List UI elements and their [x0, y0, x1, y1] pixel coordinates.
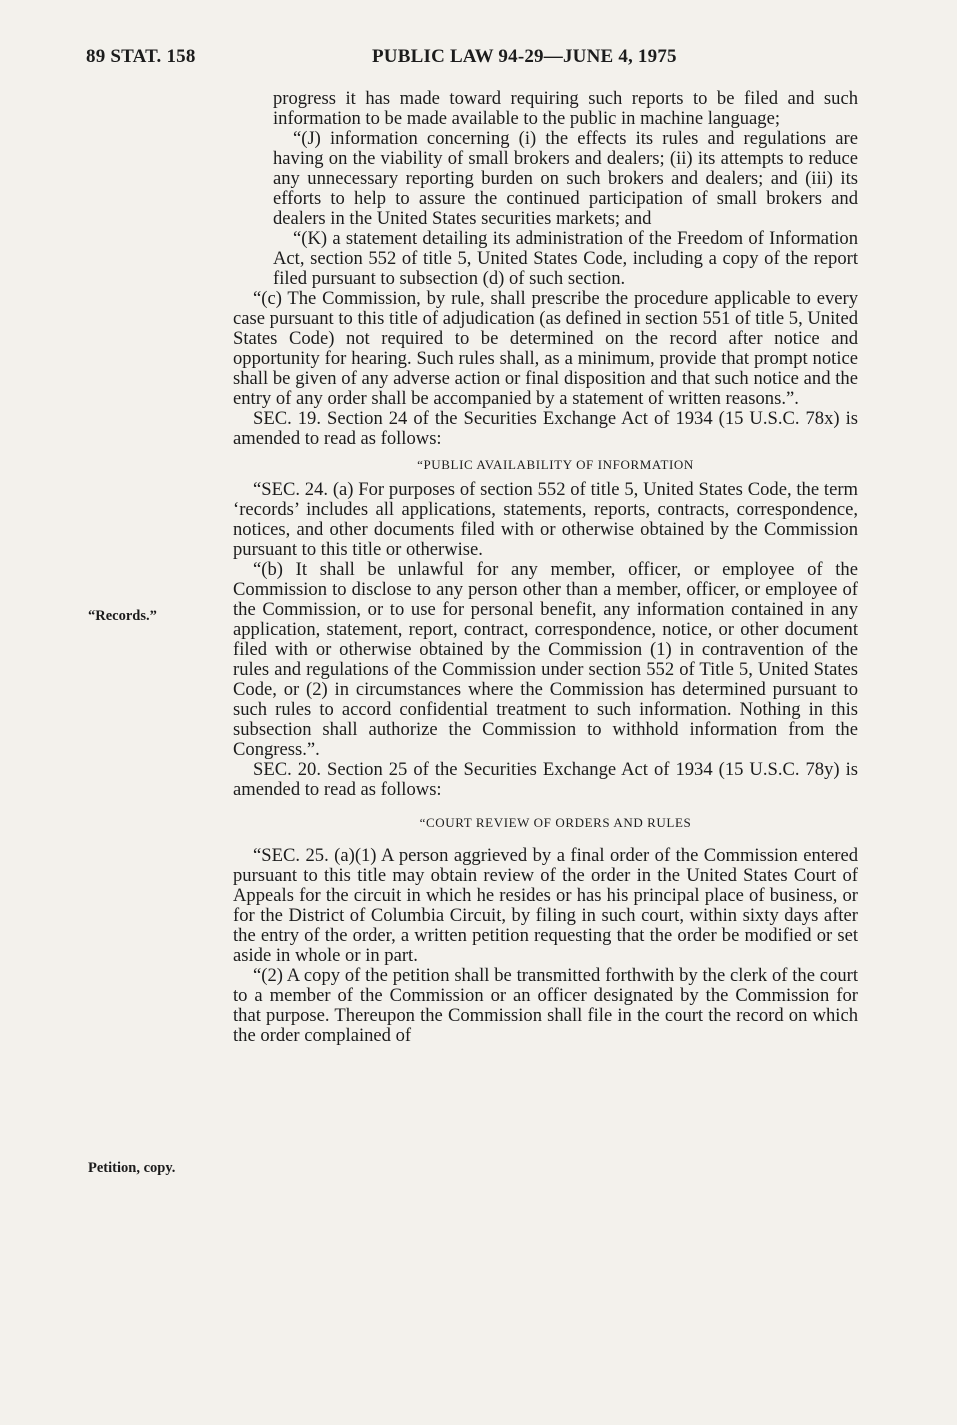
margin-note-records: “Records.” — [88, 608, 157, 624]
paragraph-sec-20: SEC. 20. Section 25 of the Securities Exchange Act of 1934 (15 U.S.C. 78y) is amended to read as follows: — [233, 759, 858, 800]
section-heading-court-review: “COURT REVIEW OF ORDERS AND RULES — [419, 815, 692, 830]
paragraph-sec-25-a-2: “(2) A copy of the petition shall be transmitted forthwith by the clerk of the court to a member of the Commission or an officer designated by the Commission for that purpose. Thereupon the Commission shall file in the court the record on which the order complained of — [233, 965, 858, 1046]
paragraph-item-j: “(J) information concerning (i) the effects its rules and regulations are having on the viability of small brokers and dealers; (ii) its attempts to reduce any unnecessary reporting burden on such brokers and dealers; and (iii) its efforts to help to assure the continued participation of small brokers and dealers in the United States securities markets; and — [273, 128, 858, 229]
page-title: PUBLIC LAW 94-29—JUNE 4, 1975 — [372, 46, 677, 67]
paragraph-sec-25-a-1: “SEC. 25. (a)(1) A person aggrieved by a final order of the Commission entered pursuant to this title may obtain review of the order in the United States Court of Appeals for the circuit in which he resides or has his principal place of business, or for the District of Columbia Circuit, by filing in such court, within sixty days after the entry of the order, a written petition requesting that the order be modified or set aside in whole or in part. — [233, 845, 858, 966]
paragraph-sec-24-b: “(b) It shall be unlawful for any member, officer, or employee of the Commission to disclose to any person other than a member, officer, or employee of the Commission, or to use for personal benefit, any information contained in any application, statement, report, contract, correspondence, notice, or other document filed with or otherwise obtained by the Commission (1) in contravention of the rules and regulations of the Commission under section 552 of Title 5, United States Code, or (2) in circumstances where the Commission has determined pursuant to such rules to accord confidential treatment to such information. Nothing in this subsection shall authorize the Commission to withhold information from the Congress.”. — [233, 559, 858, 760]
paragraph-subsection-c: “(c) The Commission, by rule, shall prescribe the procedure applicable to every case pursuant to this title of adjudication (as defined in section 551 of title 5, United States Code) not required to be determined on the record after notice and opportunity for hearing. Such rules shall, as a minimum, provide that prompt notice shall be given of any adverse action or final disposition and that such notice and the entry of any order shall be accompanied by a statement of written reasons.”. — [233, 288, 858, 409]
paragraph-item-k: “(K) a statement detailing its administration of the Freedom of Information Act, section 552 of title 5, United States Code, including a copy of the report filed pursuant to subsection (d) of such section. — [273, 228, 858, 289]
margin-note-petition: Petition, copy. — [88, 1160, 176, 1176]
section-heading-public-availability: “PUBLIC AVAILABILITY OF INFORMATION — [417, 457, 694, 472]
document-body — [233, 89, 858, 1046]
paragraph-sec-24-a: “SEC. 24. (a) For purposes of section 552 of title 5, United States Code, the term ‘records’ includes all applications, statements, reports, contracts, correspondence, notices, and other documents filed with or otherwise obtained by the Commission pursuant to this title or otherwise. — [233, 479, 858, 560]
statute-page-number: 89 STAT. 158 — [86, 46, 196, 67]
paragraph-progress: progress it has made toward requiring such reports to be filed and such information to be made available to the public in machine language; — [273, 88, 858, 129]
paragraph-sec-19: SEC. 19. Section 24 of the Securities Exchange Act of 1934 (15 U.S.C. 78x) is amended to read as follows: — [233, 408, 858, 449]
